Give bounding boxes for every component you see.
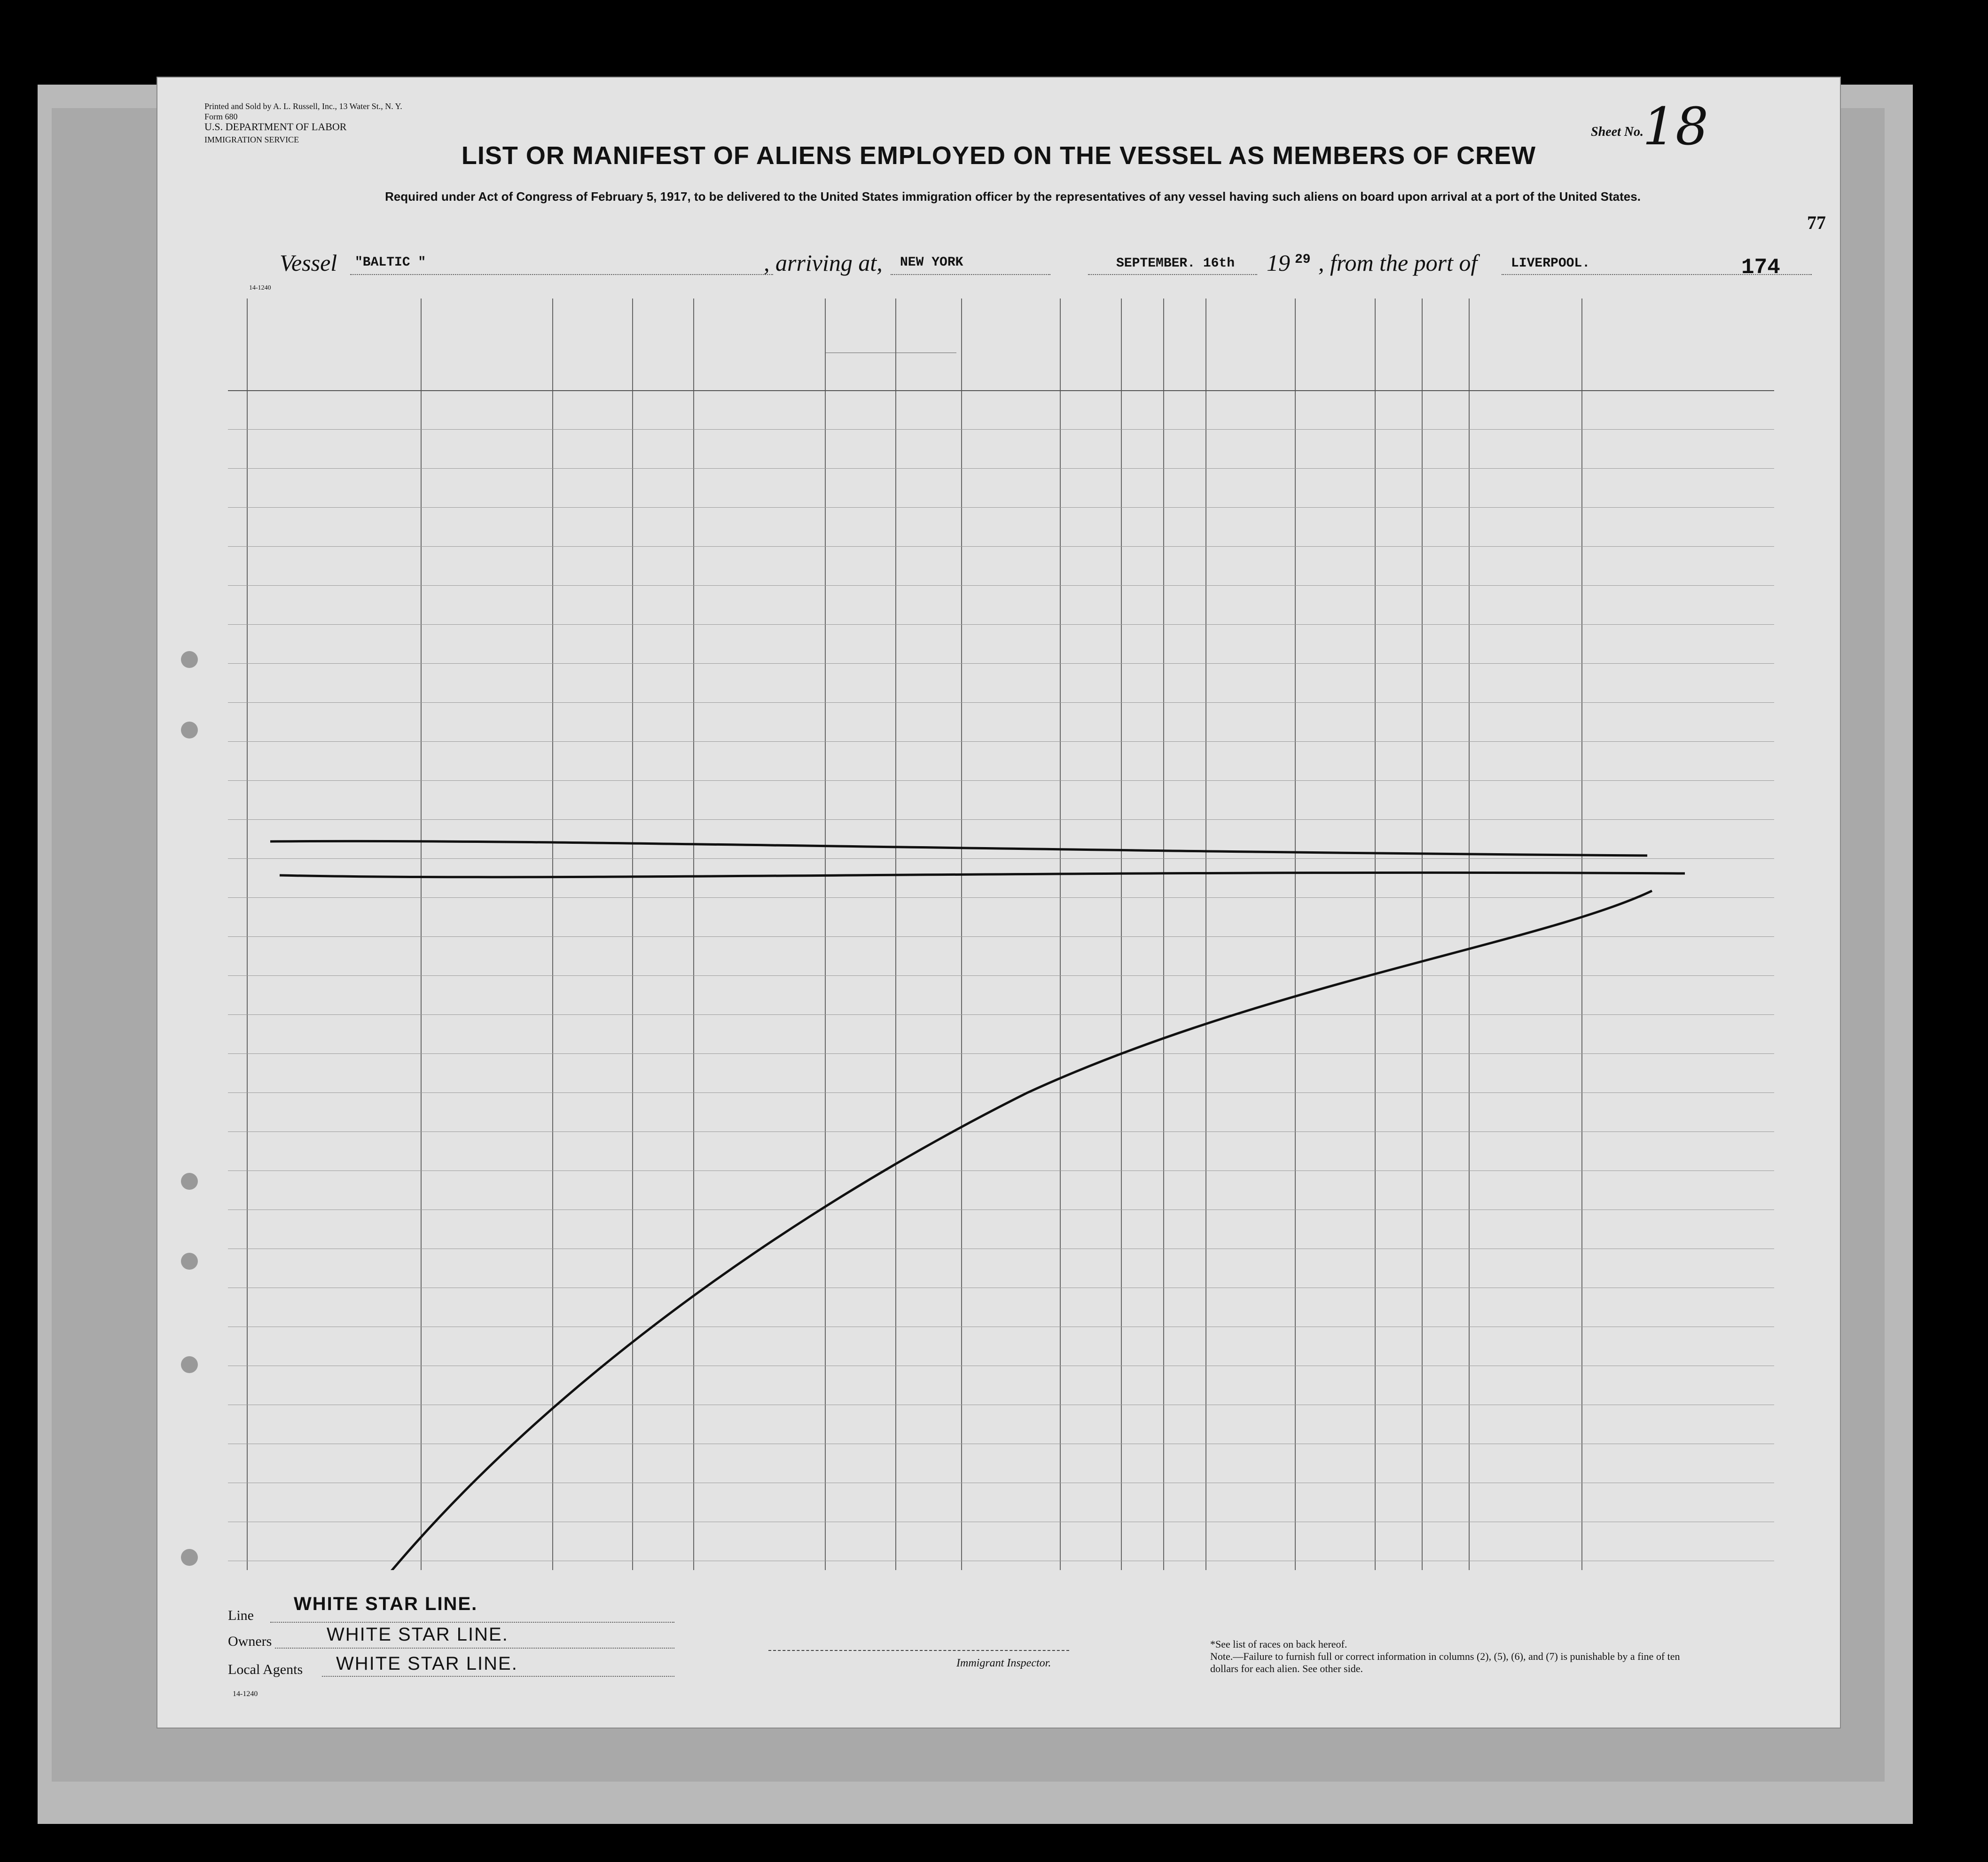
strike-line-2 xyxy=(280,872,1685,877)
department-text: U.S. DEPARTMENT OF LABOR xyxy=(204,121,347,133)
arriving-port: NEW YORK xyxy=(900,255,963,270)
side-number: 77 xyxy=(1807,212,1826,233)
form-code-bottom: 14-1240 xyxy=(233,1690,258,1698)
printer-text: Printed and Sold by A. L. Russell, Inc., 13 Water St., N. Y. xyxy=(204,102,402,111)
arrival-date: SEPTEMBER. 16th xyxy=(1116,256,1235,271)
year-suffix: 29 xyxy=(1295,252,1311,267)
races-note-text: *See list of races on back hereof. xyxy=(1210,1638,1347,1650)
strike-line-1 xyxy=(270,841,1647,856)
inspector-signature-line xyxy=(768,1650,1069,1651)
diagonal-cancel-line xyxy=(270,891,1652,1570)
printer-credit xyxy=(204,101,402,122)
cancellation-strokes xyxy=(228,299,1779,1570)
punch-hole xyxy=(181,1253,198,1270)
inspector-label: Immigrant Inspector. xyxy=(956,1657,1051,1669)
races-note xyxy=(1210,1638,1690,1675)
punch-hole xyxy=(181,1173,198,1190)
agents-stamp: WHITE STAR LINE. xyxy=(336,1653,518,1674)
line-stamp: WHITE STAR LINE. xyxy=(294,1594,478,1614)
owners-stamp: WHITE STAR LINE. xyxy=(327,1624,509,1645)
vessel-name: "BALTIC " xyxy=(355,255,426,270)
manifest-sheet xyxy=(157,78,1840,1728)
penalty-note-text: Note.—Failure to furnish full or correct information in columns (2), (5), (6), and (7) is punishable by a fine of ten dollars for each alien. See other side. xyxy=(1210,1650,1680,1674)
punch-hole xyxy=(181,1549,198,1566)
page-subtitle: Required under Act of Congress of February 5, 1917, to be delivered to the United States immigration officer by the representatives of any vessel having such aliens on board upon arrival at a port of the United States. xyxy=(385,189,1641,204)
sheet-number-label: Sheet No. xyxy=(1591,125,1644,139)
from-port-label: , from the port of xyxy=(1318,250,1478,276)
from-port: LIVERPOOL. xyxy=(1511,256,1590,271)
year-prefix: 19 xyxy=(1267,250,1290,276)
punch-hole xyxy=(181,651,198,668)
owners-label: Owners xyxy=(228,1634,272,1649)
form-code-top: 14-1240 xyxy=(249,284,271,291)
punch-hole xyxy=(181,722,198,739)
arriving-label: , arriving at, xyxy=(764,250,883,276)
manifest-table xyxy=(228,299,1774,1601)
sheet-number: 18 xyxy=(1643,96,1708,157)
line-label: Line xyxy=(228,1608,254,1623)
service-text: IMMIGRATION SERVICE xyxy=(204,135,299,144)
agents-label: Local Agents xyxy=(228,1662,303,1677)
page-number: 174 xyxy=(1741,255,1780,280)
form-number: Form 680 xyxy=(204,112,238,121)
vessel-label: Vessel xyxy=(280,250,337,276)
punch-hole xyxy=(181,1356,198,1373)
page-title: LIST OR MANIFEST OF ALIENS EMPLOYED ON THE VESSEL AS MEMBERS OF CREW xyxy=(461,141,1536,170)
